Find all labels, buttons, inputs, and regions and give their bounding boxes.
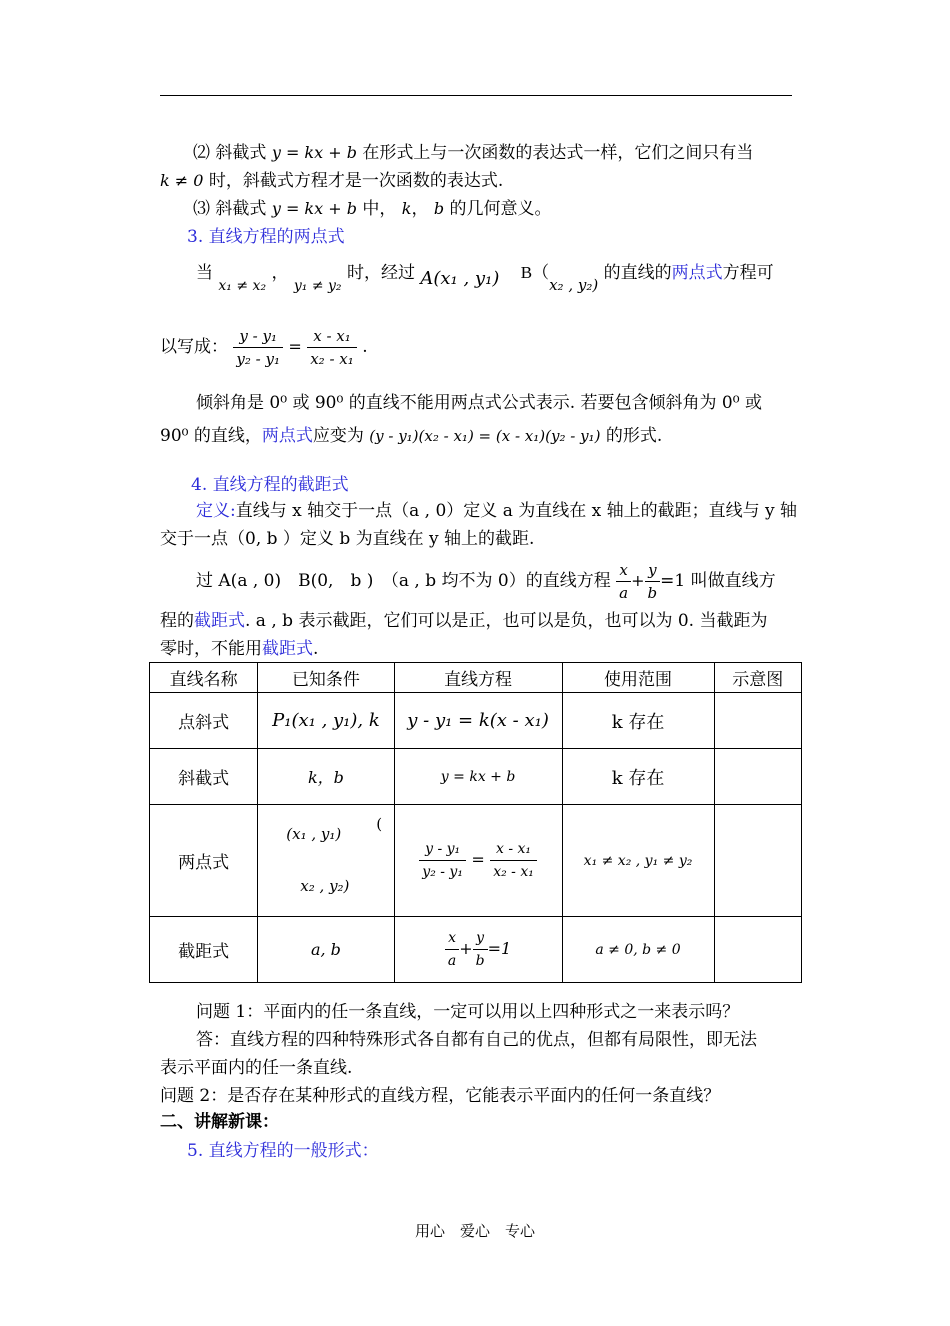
term-intercept: 截距式 [262,639,313,659]
text: 时，经过 [346,263,415,283]
denominator: x₂ - x₁ [493,864,534,880]
equation: (y - y₁)(x₂ - x₁) = (x - x₁)(y₂ - y₁) [369,427,601,445]
text: 过 A(a , 0) B(0, b ) （a , b 均不为 0）的直线方程 [196,571,611,591]
numerator: y - y₁ [233,325,283,348]
cell-condition [258,805,394,917]
denominator: b [647,584,658,602]
numerator: y - y₁ [419,838,466,861]
paragraph-slope-intercept-2 [160,169,503,193]
answer-1: 答：直线方程的四种特殊形式各自都有自己的优点，但都有局限性，即无法 [196,1030,757,1050]
table-row [150,693,802,749]
heading-general-form: 5. 直线方程的一般形式： [187,1141,379,1161]
fraction-y-b [473,927,488,972]
text: ⑶ 斜截式 [193,199,267,219]
fraction-x-a [616,559,631,604]
paren: ( [376,815,383,833]
denominator: b [475,953,485,969]
header-diagram: 示意图 [714,663,802,693]
section-heading: 二、讲解新课： [160,1112,279,1132]
text: ⑵ 斜截式 [193,143,267,163]
fraction-x-a [445,927,459,972]
cell-name: 斜截式 [150,749,258,805]
cell-diagram [714,693,802,749]
equation: y = kx + b [271,143,357,162]
equals: = [288,337,302,356]
numerator: x [445,927,459,950]
condition-x: x₁ ≠ x₂ [218,278,267,294]
text: 90⁰ 的直线， [160,426,262,446]
numerator: y [473,927,488,950]
cell-equation: y = kx + b [394,749,562,805]
plus: + [459,939,473,958]
term-definition: 定义: [196,501,236,521]
plus: + [631,571,645,590]
separator: ， [411,199,429,219]
text: 时，斜截式方程才是一次函数的表达式. [208,171,504,191]
header-name: 直线名称 [150,663,258,693]
header-range: 使用范围 [562,663,714,693]
table-row [150,805,802,917]
equals: = [471,850,485,869]
question-1: 问题 1：平面内的任一条直线，一定可以用以上四种形式之一来表示吗？ [196,1002,740,1022]
intercept-statement [196,559,776,604]
text: =1 叫做直线方 [660,571,776,591]
header-equation: 直线方程 [394,663,562,693]
definition-2: 交于一点（0, b ）定义 b 为直线在 y 轴上的截距. [160,529,535,549]
denominator: x₂ - x₁ [310,350,354,368]
denominator: a [619,584,629,602]
cell-range: x₁ ≠ x₂ , y₁ ≠ y₂ [562,805,714,917]
cell-condition: P₁(x₁ , y₁), k [258,693,394,749]
paragraph-slope-intercept-1 [193,141,753,165]
two-point-condition [196,258,774,301]
cell-name: 截距式 [150,917,258,983]
answer-2: 表示平面内的任一条直线. [160,1058,353,1078]
intercept-note-2 [160,637,318,661]
fraction-x [490,838,537,883]
text: 在形式上与一次函数的表达式一样，它们之间只有当 [362,143,754,163]
header-condition: 已知条件 [258,663,394,693]
text: 当 [196,263,213,283]
text: . [313,639,319,659]
fraction-y-b [645,559,661,604]
text: 零时，不能用 [160,639,262,659]
text: 的几何意义。 [449,199,552,219]
numerator: y [645,559,661,582]
cell-range: k 存在 [562,693,714,749]
point-a: A(x₁ , y₁) [420,268,500,289]
cell-name: 两点式 [150,805,258,917]
heading-intercept-form: 4. 直线方程的截距式 [191,475,349,495]
inclination-note-2 [160,421,662,451]
numerator: x - x₁ [490,838,537,861]
cell-equation [394,805,562,917]
symbol-b: b [433,199,445,218]
point-b: x₂ , y₂) [549,276,599,294]
numerator: x - x₁ [307,325,357,348]
denominator: a [447,953,457,969]
condition: k ≠ 0 [160,171,204,190]
numerator: x [616,559,631,582]
two-point-formula [160,320,368,374]
text: . a , b 表示截距，它们可以是正，也可以是负，也可以为 0. 当截距为 [245,611,768,631]
text: 方程可 [722,263,774,283]
cell-diagram [714,749,802,805]
fraction-x [307,325,357,370]
cell-equation [394,917,562,983]
text: 以写成： [160,337,228,357]
fraction-y [233,325,283,370]
cell-equation: y - y₁ = k(x - x₁) [394,693,562,749]
separator: ， [271,263,289,283]
question-2: 问题 2：是否存在某种形式的直线方程，它能表示平面内的任何一条直线？ [160,1086,721,1106]
table-row [150,917,802,983]
cell-diagram [714,805,802,917]
rhs: =1 [487,939,512,958]
condition-y: y₁ ≠ y₂ [293,278,342,294]
cell-range: a ≠ 0, b ≠ 0 [562,917,714,983]
denominator: y₂ - y₁ [236,350,280,368]
header-rule [160,95,792,96]
text: 中， [362,199,397,219]
heading-two-point-form: 3. 直线方程的两点式 [187,227,345,247]
text: 的形式. [605,426,663,446]
period: . [362,337,368,357]
term-two-point: 两点式 [261,426,313,446]
term-intercept: 截距式 [194,611,245,631]
point-1: (x₁ , y₁) [286,825,342,843]
point-2: x₂ , y₂) [300,877,350,895]
denominator: y₂ - y₁ [422,864,463,880]
page-footer: 用心 爱心 专心 [414,1222,535,1240]
cell-diagram [714,917,802,983]
inclination-note-1: 倾斜角是 0⁰ 或 90⁰ 的直线不能用两点式公式表示. 若要包含倾斜角为 0⁰ 或 [196,393,762,413]
text: 的直线的 [603,263,672,283]
table-row [150,749,802,805]
line-equation-table [149,662,802,983]
table-header-row [150,663,802,693]
cell-condition: k，b [258,749,394,805]
cell-range: k 存在 [562,749,714,805]
paragraph-slope-intercept-3 [193,197,552,221]
term-two-point: 两点式 [671,263,723,283]
symbol-k: k [401,199,412,218]
point-b-label: B（ [520,263,550,282]
intercept-note-1 [160,609,767,633]
text: 直线与 x 轴交于一点（a , 0）定义 a 为直线在 x 轴上的截距；直线与 y 轴 [235,501,798,521]
fraction-y [419,838,466,883]
text: 程的 [160,611,194,631]
definition-1 [196,499,797,523]
equation: y = kx + b [271,199,357,218]
cell-name: 点斜式 [150,693,258,749]
cell-condition: a, b [258,917,394,983]
text: 应变为 [312,426,364,446]
